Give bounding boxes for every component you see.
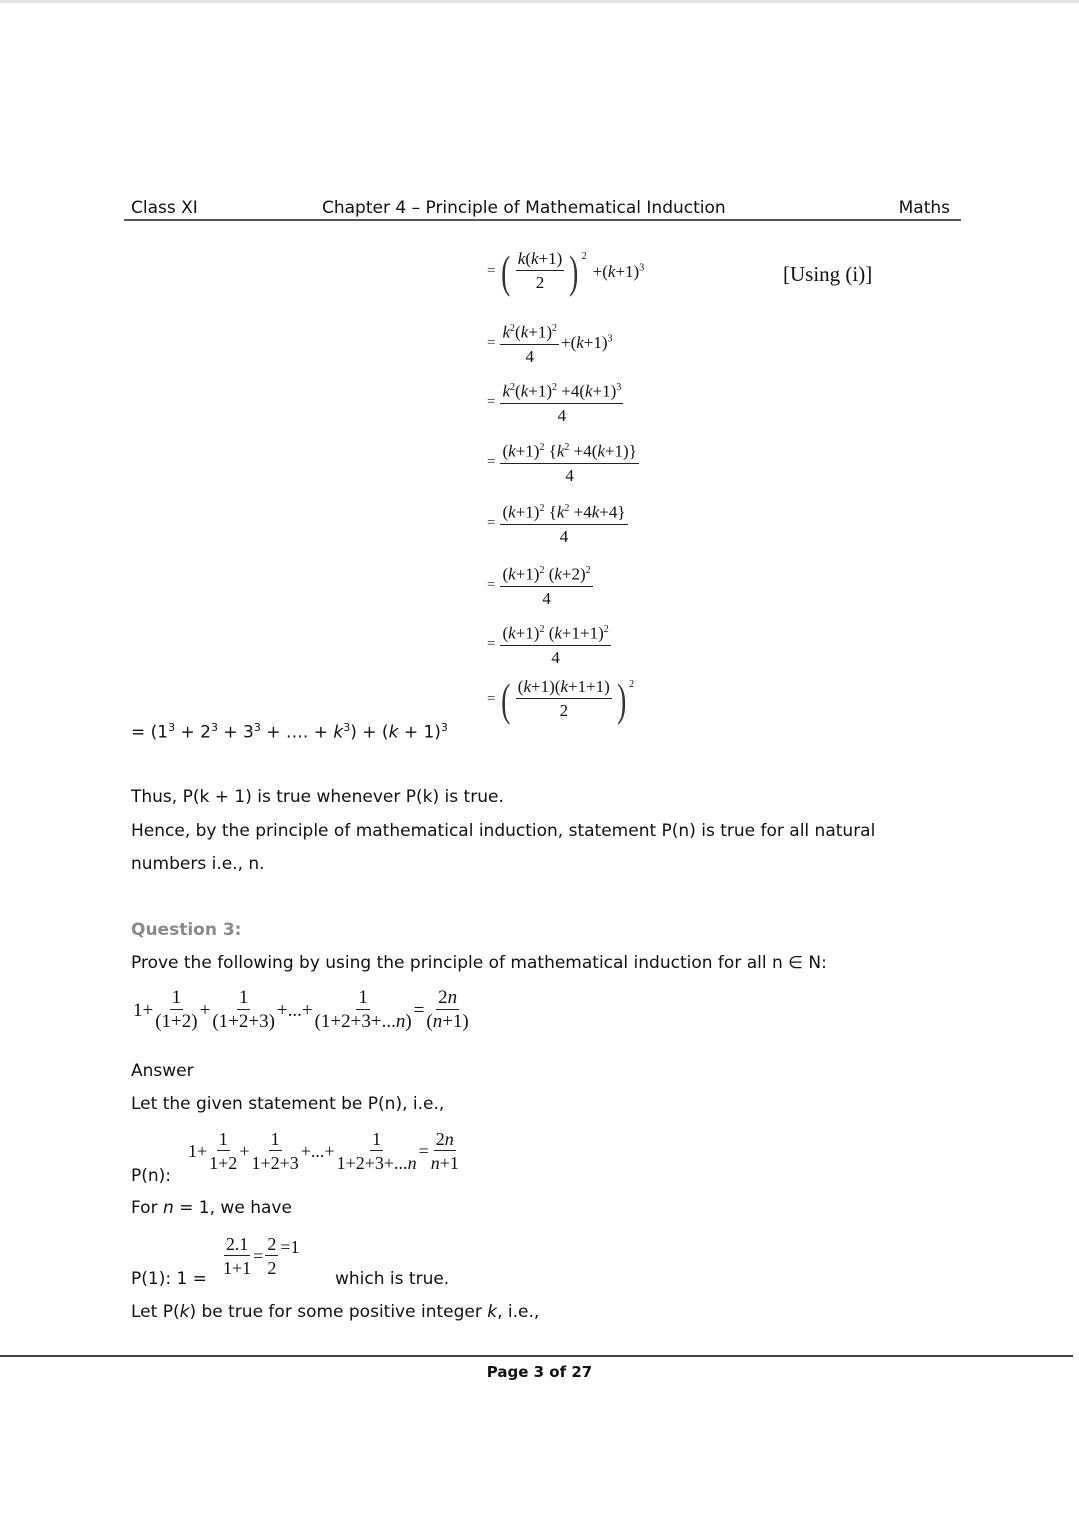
- page-header: [124, 197, 961, 221]
- top-border: [0, 0, 1079, 3]
- p1-tail: which is true.: [335, 1269, 450, 1289]
- conclusion-line-3: numbers i.e., n.: [131, 854, 265, 874]
- derivation-step-1: = ( $\frac{k(k+1)}{2}$ ) 2 $+(k+1)^3$: [487, 245, 645, 297]
- p1-formula: $\frac{2.1}{1+1}$ = $\frac{2}{2}$ =1: [223, 1234, 300, 1278]
- conclusion-line-2: Hence, by the principle of mathematical induction, statement P(n) is true for all natural: [131, 821, 876, 841]
- sum-line: = ($1^3 + 2^3 + 3^3$ + …. + $k^3) + (k + 1)^3$: [131, 721, 448, 743]
- derivation-step-4: = $\frac{(k+1)^2 \{k^2 +4(k+1)\}}{4}$: [487, 437, 641, 488]
- question-formula: 1+ $\frac{1}{(1+2)}$ + $\frac{1}{(1+2+3)}$ +...+ $\frac{1}{(1+2+3+...n)}$ = $\frac{2n}{(n+1)}$: [133, 987, 469, 1032]
- pn-formula: 1+ $\frac{1}{1+2}$ + $\frac{1}{1+2+3}$ +...+ $\frac{1}{1+2+3+...n}$ = $\frac{2n}{n+1}$: [188, 1129, 459, 1173]
- let-pk: Let P(k) be true for some positive integer k, i.e.,: [131, 1302, 540, 1322]
- pn-label: P(n):: [131, 1166, 172, 1186]
- derivation-step-5: = $\frac{(k+1)^2 \{k^2 +4k+4\}}{4}$: [487, 498, 630, 549]
- question-prompt: Prove the following by using the principle of mathematical induction for all n ∈ N:: [131, 953, 827, 973]
- derivation-step-3: = $\frac{k^2(k+1)^2 +4(k+1)^3}{4}$: [487, 377, 625, 428]
- conclusion-line-1: Thus, P(k + 1) is true whenever P(k) is true.: [131, 787, 504, 807]
- derivation-step-2: = $\frac{k^2(k+1)^2}{4}$ $+(k+1)^3$: [487, 318, 613, 369]
- header-chapter: Chapter 4 – Principle of Mathematical Induction: [322, 198, 726, 218]
- header-subject: Maths: [898, 198, 950, 218]
- derivation-step-6: = $\frac{(k+1)^2 (k+2)^2}{4}$: [487, 560, 595, 611]
- derivation-step-7: = $\frac{(k+1)^2 (k+1+1)^2}{4}$: [487, 619, 613, 670]
- answer-intro: Let the given statement be P(n), i.e.,: [131, 1094, 445, 1114]
- answer-label: Answer: [131, 1061, 194, 1081]
- using-note: [Using (i)]: [783, 262, 873, 286]
- header-class: Class XI: [131, 198, 198, 218]
- page-number: Page 3 of 27: [486, 1363, 593, 1381]
- derivation-step-8: = ( $\frac{(k+1)(k+1+1)}{2}$ ) 2: [487, 673, 635, 725]
- footer-divider: [0, 1355, 1073, 1357]
- for-n1: For n = 1, we have: [131, 1198, 292, 1218]
- question-title: Question 3:: [131, 920, 242, 940]
- p1-label: P(1): 1 =: [131, 1269, 207, 1289]
